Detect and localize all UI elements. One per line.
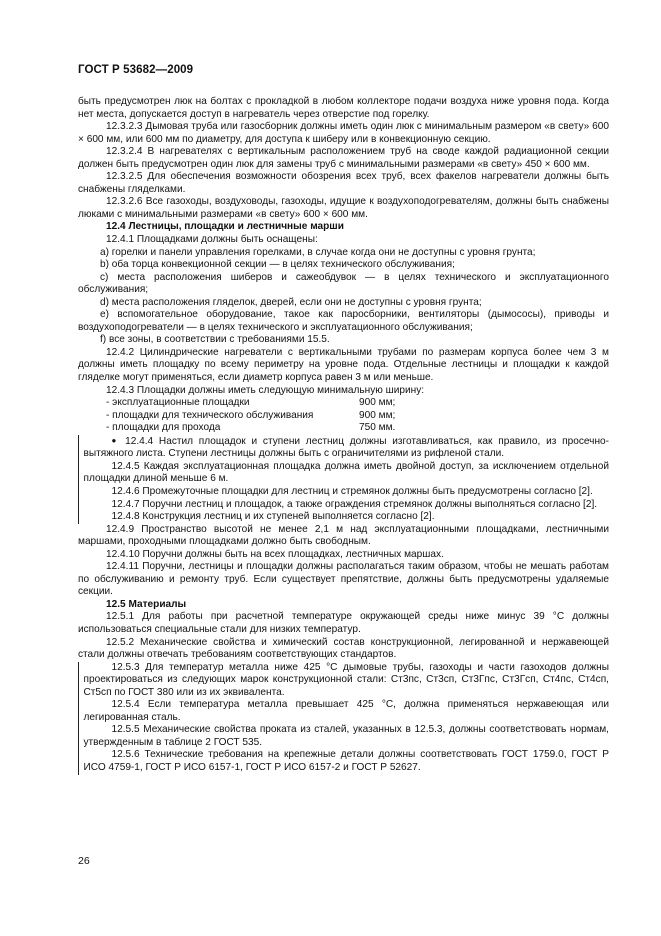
width-row <box>78 397 609 410</box>
paragraph: 12.3.2.4 В нагревателях с вертикальным расположением труб на своде каждой радиационной секции должен быть предусмотрен один люк для замены труб с минимальными размерами «в свету» 450 × 600 мм. <box>78 146 609 170</box>
paragraph-changed: 12.4.7 Поручни лестниц и площадок, а также ограждения стремянок должны выполняться согласно [2]. <box>78 499 609 512</box>
change-bullet-icon: ● <box>111 435 120 445</box>
paragraph-changed: 12.5.4 Если температура металла превышает 425 °С, должна применяться нержавеющая или легированная сталь. <box>78 699 609 724</box>
paragraph-changed <box>78 435 609 461</box>
width-value: 900 мм; <box>359 409 396 421</box>
width-value: 900 мм; <box>359 397 396 409</box>
paragraph-changed: 12.5.6 Технические требования на крепежные детали должны соответствовать ГОСТ 1759.0, ГОСТ Р ИСО 4759-1, ГОСТ Р ИСО 6157-1, ГОСТ Р ИСО 6157-2 и ГОСТ Р 52627. <box>78 749 609 774</box>
list-item: c) места расположения шиберов и сажеобдувок — в целях технического и эксплуатационного обслуживания; <box>78 271 609 296</box>
width-row <box>78 422 609 435</box>
paragraph-changed: 12.4.8 Конструкция лестниц и их ступеней выполняется согласно [2]. <box>78 511 609 524</box>
paragraph: 12.3.2.5 Для обеспечения возможности обозрения всех труб, всех факелов нагреватели должны быть снабжены гляделками. <box>78 171 609 195</box>
paragraph: 12.4.2 Цилиндрические нагреватели с вертикальными трубами по размерам корпуса более чем 3 м должны иметь площадку по всему периметру на уровне пода. Отдельные лестницы и площадки к каждой гляделке могут применяться, если диаметр корпуса равен 3 м или меньше. <box>78 346 609 384</box>
page-header: ГОСТ Р 53682—2009 <box>78 64 194 76</box>
paragraph-changed: 12.5.5 Механические свойства проката из сталей, указанных в 12.5.3, должны соответствовать нормам, утвержденным в таблице 2 ГОСТ 535. <box>78 724 609 749</box>
list-item: f) все зоны, в соответствии с требованиями 15.5. <box>100 334 330 346</box>
page-number: 26 <box>78 855 90 867</box>
width-row <box>78 410 609 423</box>
width-label: - эксплуатационные площадки <box>106 397 250 409</box>
document-body <box>78 96 609 775</box>
paragraph: 12.4.3 Площадки должны иметь следующую минимальную ширину: <box>106 384 425 396</box>
section-heading: 12.4 Лестницы, площадки и лестничные марши <box>106 221 344 233</box>
list-item: a) горелки и панели управления горелками, в случае когда они не доступны с уровня грунта; <box>100 246 536 258</box>
width-label: - площадки для прохода <box>106 422 221 434</box>
paragraph: 12.4.11 Поручни, лестницы и площадки должны располагаться таким образом, чтобы не мешать работам по обслуживанию и ремонту труб. Если существует препятствие, должны быть предусмотрены удаляемые секции. <box>78 561 609 598</box>
list-item: d) места расположения гляделок, дверей, если они не доступны с уровня грунта; <box>100 296 482 308</box>
paragraph-changed: 12.4.6 Промежуточные площадки для лестниц и стремянок должны быть предусмотрены согласно [2]. <box>78 486 609 499</box>
paragraph-changed: 12.4.5 Каждая эксплуатационная площадка должна иметь двойной доступ, за исключением отдельной площадки длиной меньше 6 м. <box>78 461 609 486</box>
paragraph: 12.4.10 Поручни должны быть на всех площадках, лестничных маршах. <box>106 548 444 560</box>
paragraph: быть предусмотрен люк на болтах с прокладкой в любом коллекторе подачи воздуха ниже уровня пода. Когда нет места, допускается доступ в нагреватель через отверстие под горелку. <box>78 96 609 120</box>
section-heading: 12.5 Материалы <box>106 598 187 610</box>
paragraph-text: 12.4.4 Настил площадок и ступени лестниц должны изготавливаться, как правило, из просечно-вытяжного листа. Ступени лестницы должны быть с ограничителями из рифленой стали. <box>83 435 609 460</box>
width-value: 750 мм. <box>359 422 396 434</box>
paragraph: 12.4.9 Пространство высотой не менее 2,1 м над эксплуатационными площадками, лестничными маршами, проходными площадками должно быть свободным. <box>78 523 609 548</box>
list-item: b) оба торца конвекционной секции — в целях технического обслуживания; <box>100 259 455 271</box>
width-label: - площадки для технического обслуживания <box>106 409 314 421</box>
paragraph-changed: 12.5.3 Для температур металла ниже 425 °С дымовые трубы, газоходы и части газоходов должны проектироваться из следующих марок конструкционной стали: Ст3пс, Ст3сп, Ст3Гпс, Ст3Гсп, Ст4пс, Ст4сп, Ст5сп по ГОСТ 380 или из их эквивалента. <box>78 662 609 700</box>
paragraph: 12.5.1 Для работы при расчетной температуре окружающей среды ниже минус 39 °С должны использоваться специальные стали для низких температур. <box>78 611 609 635</box>
paragraph: 12.3.2.6 Все газоходы, воздуховоды, газоходы, идущие к воздухоподогревателям, должны быть снабжены люками с минимальными размерами «в свету» 600 × 600 мм. <box>78 196 609 220</box>
paragraph: 12.3.2.3 Дымовая труба или газосборник должны иметь один люк с минимальным размером «в свету» 600 × 600 мм, или 600 мм по диаметру, для доступа к шиберу или в конвекционную секцию. <box>78 121 609 145</box>
paragraph: 12.5.2 Механические свойства и химический состав конструкционной, легированной и нержавеющей стали должны отвечать требованиям соответствующих стандартов. <box>78 636 609 661</box>
list-item: e) вспомогательное оборудование, такое как паросборники, вентиляторы (дымососы), приводы и воздухоподогреватели — в целях технического и эксплуатационного обслуживания; <box>78 309 609 333</box>
paragraph: 12.4.1 Площадками должны быть оснащены: <box>106 234 318 246</box>
